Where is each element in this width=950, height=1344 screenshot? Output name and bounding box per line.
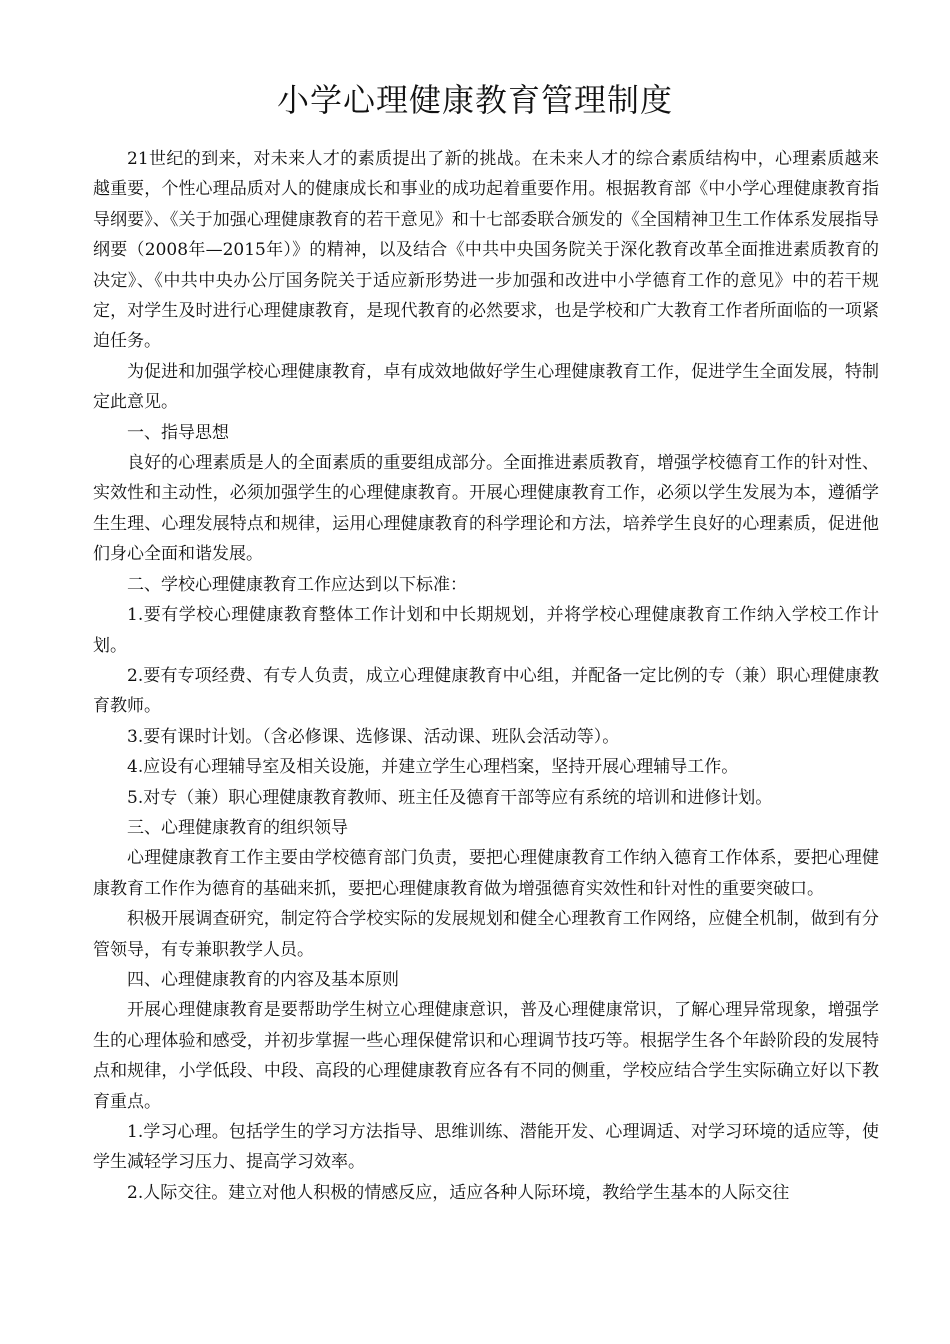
paragraph-leadership-1: 心理健康教育工作主要由学校德育部门负责，要把心理健康教育工作纳入德育工作体系，要把心理健康教育工作作为德育的基础来抓，要把心理健康教育做为增强德育实效性和针对性的重要突破口。: [93, 848, 879, 899]
paragraph-content-principles: 开展心理健康教育是要帮助学生树立心理健康意识，普及心理健康常识，了解心理异常现象，增强学生的心理体验和感受，并初步掌握一些心理保健常识和心理调节技巧等。根据学生各个年龄阶段的发展特点和规律，小学低段、中段、高段的心理健康教育应各有不同的侧重，学校应结合学生实际确立好以下教育重点。: [93, 1000, 879, 1112]
paragraph-purpose: 为促进和加强学校心理健康教育，卓有成效地做好学生心理健康教育工作，促进学生全面发展，特制定此意见。: [93, 361, 879, 413]
section-heading-guiding-ideology: 一、指导思想: [127, 422, 229, 443]
section-heading-leadership: 三、心理健康教育的组织领导: [127, 817, 348, 838]
paragraph-guiding-ideology: 良好的心理素质是人的全面素质的重要组成部分。全面推进素质教育，增强学校德育工作的针对性、实效性和主动性，必须加强学生的心理健康教育。开展心理健康教育工作，必须以学生发展为本，遵循学生生理、心理发展特点和规律，运用心理健康教育的科学理论和方法，培养学生良好的心理素质，促进他们身心全面和谐发展。: [93, 453, 879, 565]
paragraph-intro: 21世纪的到来，对未来人才的素质提出了新的挑战。在未来人才的综合素质结构中，心理素质越来越重要，个性心理品质对人的健康成长和事业的成功起着重要作用。根据教育部《中小学心理健康教育指导纲要》、《关于加强心理健康教育的若干意见》和十七部委联合颁发的《全国精神卫生工作体系发展指导纲要（2008年—2015年）》的精神，以及结合《中共中央国务院关于深化教育改革全面推进素质教育的决定》、《中共中央办公厅国务院关于适应新形势进一步加强和改进中小学德育工作的意见》中的若干规定，对学生及时进行心理健康教育，是现代教育的必然要求，也是学校和广大教育工作者所面临的一项紧迫任务。: [93, 149, 879, 352]
list-item-standard-4: 4.应设有心理辅导室及相关设施，并建立学生心理档案，坚持开展心理辅导工作。: [127, 757, 739, 778]
document-title: 小学心理健康教育管理制度: [276, 81, 673, 119]
section-heading-content-principles: 四、心理健康教育的内容及基本原则: [127, 969, 399, 990]
section-heading-standards: 二、学校心理健康教育工作应达到以下标准：: [127, 574, 467, 595]
list-item-standard-2: 2.要有专项经费、有专人负责，成立心理健康教育中心组，并配备一定比例的专（兼）职心理健康教育教师。: [93, 665, 879, 717]
list-item-learning-psychology: 1.学习心理。包括学生的学习方法指导、思维训练、潜能开发、心理调适、对学习环境的适应等，使学生减轻学习压力、提高学习效率。: [93, 1122, 879, 1173]
list-item-standard-3: 3.要有课时计划。（含必修课、选修课、活动课、班队会活动等）。: [127, 726, 620, 747]
list-item-standard-1: 1.要有学校心理健康教育整体工作计划和中长期规划，并将学校心理健康教育工作纳入学校工作计划。: [93, 605, 879, 656]
list-item-interpersonal: 2.人际交往。建立对他人积极的情感反应，适应各种人际环境，教给学生基本的人际交往: [127, 1182, 790, 1203]
document-body: [93, 144, 879, 1208]
list-item-standard-5: 5.对专（兼）职心理健康教育教师、班主任及德育干部等应有系统的培训和进修计划。: [127, 787, 773, 808]
paragraph-leadership-2: 积极开展调查研究，制定符合学校实际的发展规划和健全心理教育工作网络，应健全机制，做到有分管领导，有专兼职教学人员。: [93, 909, 879, 960]
